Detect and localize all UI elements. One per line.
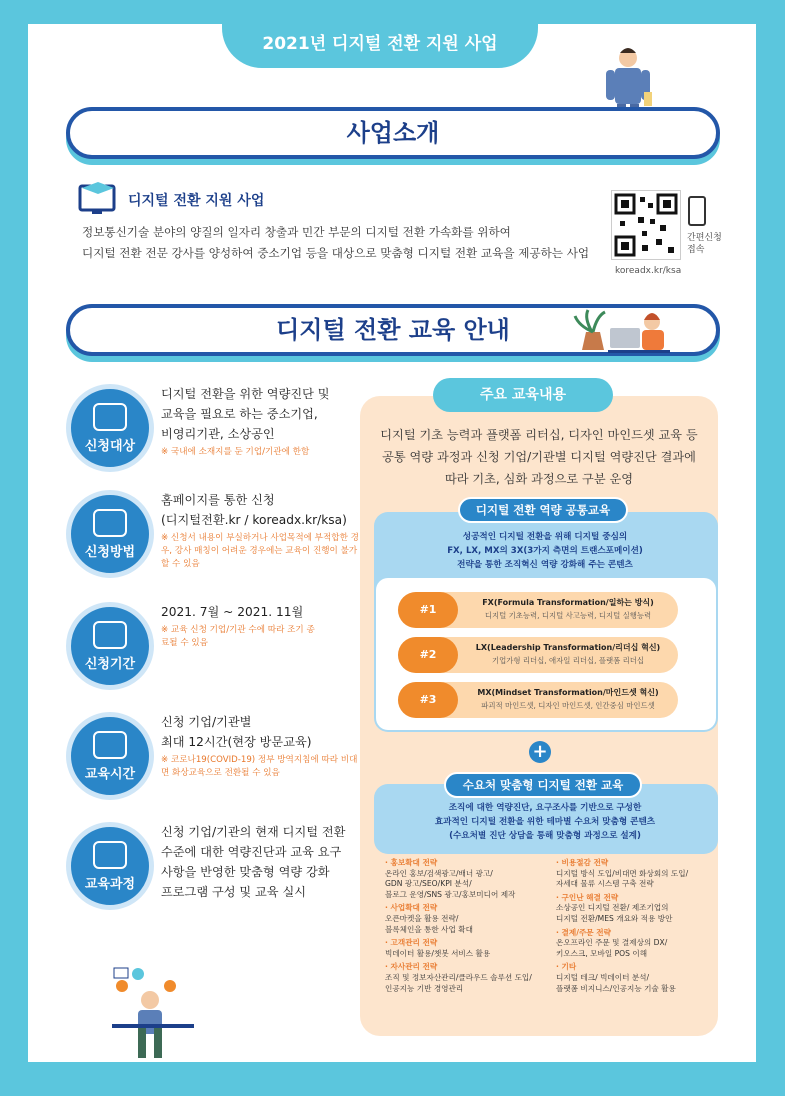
course-title xyxy=(464,641,672,667)
strategy-title: · 자사관리 전략 xyxy=(385,962,438,972)
strategy-line: 인공지능 기반 경영관리 xyxy=(385,983,464,993)
desc-line: FX, LX, MX의 3X(3가지 측면의 트랜스포메이션) xyxy=(447,546,643,556)
desc-line: 조직에 대한 역량진단, 요구조사를 기반으로 구성한 xyxy=(448,803,642,813)
strategy-title: · 홍보확대 전략 xyxy=(385,858,438,867)
info-text xyxy=(161,602,321,650)
strategy-body xyxy=(385,973,550,994)
strategy-column-right xyxy=(556,858,716,997)
strategy-body xyxy=(556,973,716,994)
strategy-line: GDN 광고/SEO/KPI 분석/ xyxy=(385,879,472,889)
hand-plant-icon xyxy=(93,403,127,431)
desc-line: 효과적인 디지털 전환을 위한 테마별 수요처 맞춤형 콘텐츠 xyxy=(434,817,656,827)
course-number: #3 xyxy=(398,682,458,718)
strategy-line: 블로그 운영/SNS 광고/홍보미디어 제작 xyxy=(385,889,516,899)
description-line: 정보통신기술 분야의 양질의 일자리 창출과 민간 부문의 디지털 전환 가속화를 위하여 xyxy=(82,225,511,239)
strategy-line: 디지털 전환/MES 개요와 적용 방안 xyxy=(556,913,673,923)
calendar-check-icon xyxy=(93,621,127,649)
course-row-lx xyxy=(398,637,678,673)
strategy-body xyxy=(556,938,716,959)
desc-line: 전략을 통한 조직혁신 역량 강화해 주는 콘텐츠 xyxy=(457,560,633,570)
header-tab: 2021년 디지털 전환 지원 사업 xyxy=(222,24,538,68)
course-subtitle: 파괴적 마인드셋, 디자인 마인드셋, 인간중심 마인드셋 xyxy=(481,701,655,710)
course-number: #2 xyxy=(398,637,458,673)
strategy-line: 온라인 홍보/검색광고/배너 광고/ xyxy=(385,868,493,878)
strategy-line: 디지털 방식 도입/비대면 화상회의 도입/ xyxy=(556,868,689,878)
info-note: ※ 국내에 소재지를 둔 기업/기관에 한함 xyxy=(161,447,310,457)
strategy-line: 플랫폼 비지니스/인공지능 기술 활용 xyxy=(556,983,676,993)
strategy-line: 소상공인 디지털 전환/ 제조기업의 xyxy=(556,903,669,913)
info-line: 비영리기관, 소상공인 xyxy=(161,427,275,441)
info-line: 프로그램 구성 및 교육 실시 xyxy=(161,885,307,899)
info-circle-label: 신청방법 xyxy=(84,545,136,560)
common-course-desc xyxy=(380,530,710,572)
info-circle xyxy=(66,490,154,578)
info-circle-label: 교육시간 xyxy=(84,767,136,782)
info-text xyxy=(161,384,351,459)
panel-intro xyxy=(374,424,704,490)
info-line: 디지털 전환을 위한 역량진단 및 xyxy=(161,387,330,401)
strategy-body xyxy=(556,903,716,924)
course-subtitle: 기업가형 리더십, 애자일 리더십, 플랫폼 리더십 xyxy=(491,656,645,665)
info-circle-label: 신청기간 xyxy=(84,657,136,672)
info-circle xyxy=(66,384,154,472)
strategy-body xyxy=(385,949,550,960)
strategy-title: · 기타 xyxy=(556,962,577,972)
strategy-title: · 비용절감 전략 xyxy=(556,858,609,867)
info-circle-label: 신청대상 xyxy=(84,439,136,454)
main-content-pill: 주요 교육내용 xyxy=(433,378,613,412)
course-title-text: FX(Formula Transformation/일하는 방식) xyxy=(482,598,654,607)
graduation-monitor-icon xyxy=(76,178,126,218)
strategy-title: · 결제/주문 전략 xyxy=(556,927,611,937)
course-number: #1 xyxy=(398,592,458,628)
section-banner-intro: 사업소개 xyxy=(66,107,720,159)
strategy-title: · 사업확대 전략 xyxy=(385,903,438,913)
strategy-column-left xyxy=(385,858,550,997)
course-title-text: MX(Mindset Transformation/마인드셋 혁신) xyxy=(477,688,659,697)
info-circle xyxy=(66,822,154,910)
strategy-line: 오픈마켓을 활용 전략/ xyxy=(385,913,459,923)
panel-intro-line: 공통 역량 과정과 신청 기업/기관별 디지털 역량진단 결과에 xyxy=(382,450,696,464)
clock-hand-icon xyxy=(93,731,127,759)
info-line: 신청 기업/기관별 xyxy=(161,715,252,729)
strategy-line: 키오스크, 모바일 POS 이해 xyxy=(556,948,648,958)
strategy-title: · 고객관리 전략 xyxy=(385,938,438,948)
custom-course-desc xyxy=(380,801,710,843)
info-line: 최대 12시간(현장 방문교육) xyxy=(161,735,312,749)
woman-laptop-illustration xyxy=(572,300,672,356)
qr-side-label-line: 접속 xyxy=(687,245,705,255)
program-description xyxy=(82,222,612,264)
info-line: 신청 기업/기관의 현재 디지털 전환 xyxy=(161,825,346,839)
qr-side-label xyxy=(687,232,737,256)
program-title: 디지털 전환 지원 사업 xyxy=(128,193,265,209)
panel-intro-line: 따라 기초, 심화 과정으로 구분 운영 xyxy=(444,472,634,486)
course-title xyxy=(464,686,672,712)
strategy-line: 빅데이터 활용/챗봇 서비스 활용 xyxy=(385,948,491,958)
course-subtitle: 디지털 기초능력, 디지털 사고능력, 디지털 실행능력 xyxy=(484,611,652,620)
info-line: 2021. 7월 ~ 2021. 11월 xyxy=(161,605,304,619)
info-line: (디지털전환.kr / koreadx.kr/ksa) xyxy=(161,513,347,527)
info-text xyxy=(161,712,361,780)
strategy-line: 디지털 테크/ 빅데이터 분석/ xyxy=(556,972,650,982)
info-note: ※ 코로나19(COVID-19) 정부 방역지침에 따라 비대면 화상교육으로 전환될 수 있음 xyxy=(161,755,358,778)
panel-intro-line: 디지털 기초 능력과 플랫폼 리터십, 디자인 마인드셋 교육 등 xyxy=(380,428,698,442)
qr-side-label-line: 간편신청 xyxy=(687,233,722,243)
info-text xyxy=(161,822,361,902)
strategy-line: 조직 및 정보자산관리/클라우드 솔루션 도입/ xyxy=(385,972,532,982)
info-line: 수준에 대한 역량진단과 교육 요구 xyxy=(161,845,342,859)
course-title xyxy=(464,596,672,622)
info-line: 사항을 반영한 맞춤형 역량 강화 xyxy=(161,865,330,879)
info-circle-label: 교육과정 xyxy=(84,877,136,892)
qr-url[interactable]: koreadx.kr/ksa xyxy=(615,266,682,276)
common-course-head: 디지털 전환 역량 공통교육 xyxy=(458,497,628,523)
desc-line: 성공적인 디지털 전환을 위해 디지털 중심의 xyxy=(462,532,628,542)
strategy-line: 블록체인을 통한 사업 확대 xyxy=(385,924,473,934)
info-text xyxy=(161,490,361,571)
person-desk-illustration xyxy=(108,966,198,1062)
qr-code[interactable] xyxy=(611,190,681,260)
info-line: 교육을 필요로 하는 중소기업, xyxy=(161,407,318,421)
info-circle xyxy=(66,602,154,690)
info-note: ※ 교육 신청 기업/기관 수에 따라 조기 종료될 수 있음 xyxy=(161,625,315,648)
strategy-line: 자세대 물류 시스템 구축 전략 xyxy=(556,879,654,889)
info-line: 홈페이지를 통한 신청 xyxy=(161,493,275,507)
strategy-body xyxy=(385,869,550,901)
info-circle xyxy=(66,712,154,800)
description-line: 디지털 전환 전문 강사를 양성하여 중소기업 등을 대상으로 맞춤형 디지털 전환 교육을 제공하는 사업 xyxy=(82,246,590,260)
book-icon xyxy=(93,841,127,869)
section-banner-guide: 디지털 전환 교육 안내 xyxy=(66,304,720,356)
info-note: ※ 신청서 내용이 부실하거나 사업목적에 부적합한 경우, 강사 매칭이 어려운 경우에는 교육이 진행이 불가할 수 있음 xyxy=(161,533,359,569)
strategy-body xyxy=(385,914,550,935)
desc-line: (수요처별 진단 상담을 통해 맞춤형 과정으로 설계) xyxy=(449,831,641,841)
checklist-person-icon xyxy=(93,509,127,537)
course-row-fx xyxy=(398,592,678,628)
mobile-phone-icon xyxy=(688,196,706,226)
course-row-mx xyxy=(398,682,678,718)
custom-course-head: 수요처 맞춤형 디지털 전환 교육 xyxy=(444,772,642,798)
qr-code-pattern-icon xyxy=(612,191,680,259)
strategy-body xyxy=(556,869,716,890)
plus-icon: + xyxy=(529,741,551,763)
strategy-title: · 구인난 해결 전략 xyxy=(556,892,619,902)
strategy-line: 온오프라인 주문 및 결제상의 DX/ xyxy=(556,938,668,948)
course-title-text: LX(Leadership Transformation/리더십 혁신) xyxy=(475,643,661,652)
